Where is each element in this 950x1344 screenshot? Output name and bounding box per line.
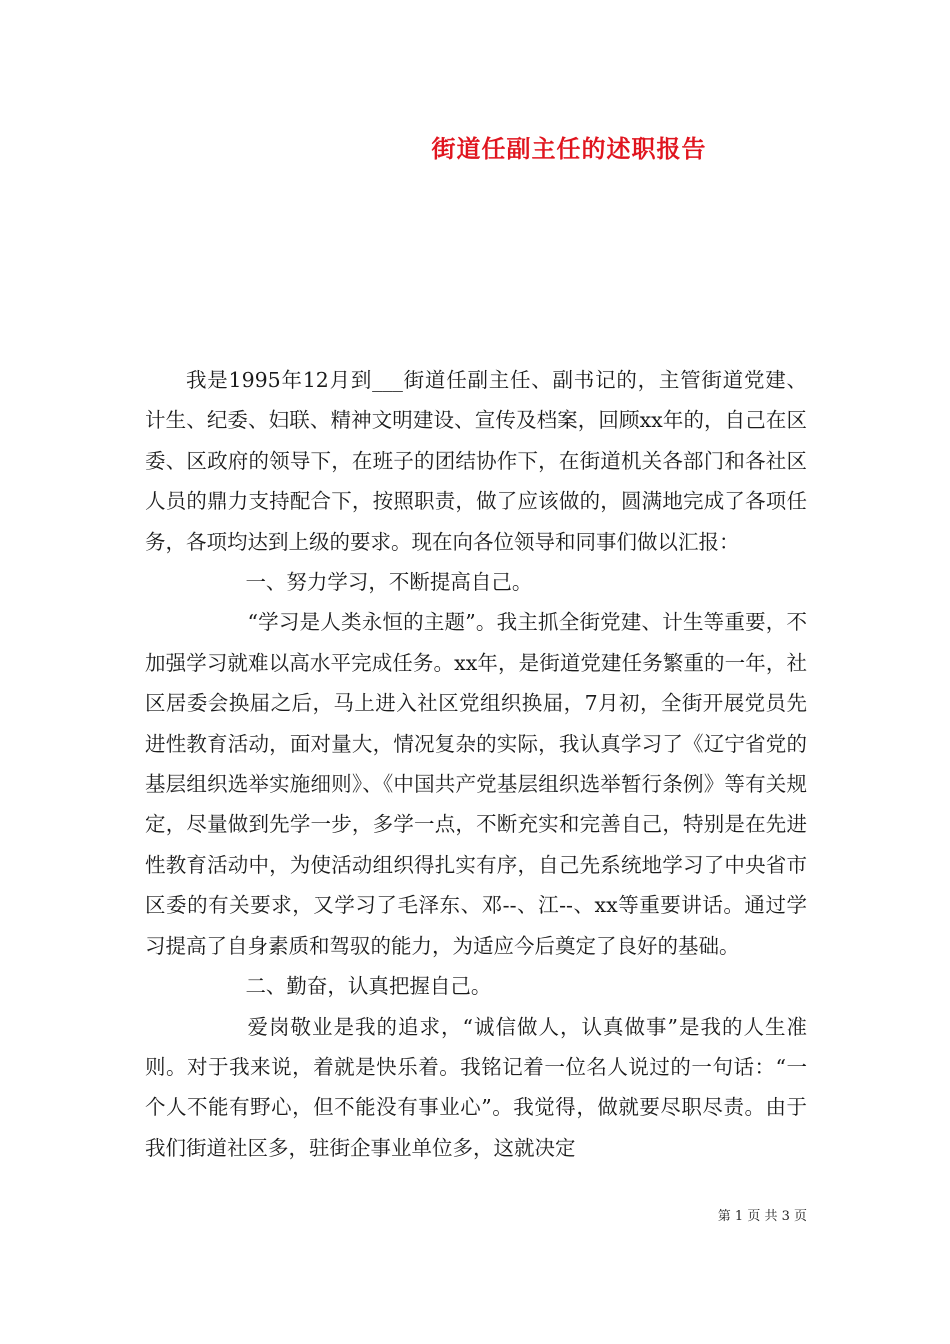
section-heading-2: 二、勤奋，认真把握自己。 xyxy=(245,974,492,999)
section-heading-1: 一、努力学习，不断提高自己。 xyxy=(245,570,533,595)
page-title: 街道任副主任的述职报告 xyxy=(431,134,707,163)
paragraph-intro: 我是1995年12月到___街道任副主任、副书记的，主管街道党建、计生、纪委、妇联、精神文明建设、宣传及档案，回顾xx年的，自己在区委、区政府的领导下，在班子的团结协作下，在街道机关各部门和各社区人员的鼎力支持配合下，按照职责，做了应该做的，圆满地完成了各项任务，各项均达到上级的要求。现在向各位领导和同事们做以汇报： xyxy=(145,368,807,554)
document-body xyxy=(145,360,807,1168)
paragraph-diligence: 爱岗敬业是我的追求，“诚信做人，认真做事”是我的人生准则。对于我来说，着就是快乐着。我铭记着一位名人说过的一句话：“一个人不能有野心，但不能没有事业心”。我觉得，做就要尽职尽责。由于我们街道社区多，驻街企事业单位多，这就决定 xyxy=(145,1014,807,1160)
paragraph-study: “学习是人类永恒的主题”。我主抓全街党建、计生等重要，不加强学习就难以高水平完成任务。xx年，是街道党建任务繁重的一年，社区居委会换届之后，马上进入社区党组织换届，7月初，全街开展党员先进性教育活动，面对量大，情况复杂的实际，我认真学习了《辽宁省党的基层组织选举实施细则》、《中国共产党基层组织选举暂行条例》等有关规定，尽量做到先学一步，多学一点，不断充实和完善自己，特别是在先进性教育活动中，为使活动组织得扎实有序，自己先系统地学习了中央省市区委的有关要求，又学习了毛泽东、邓--、江--、xx等重要讲话。通过学习提高了自身素质和驾驭的能力，为适应今后奠定了良好的基础。 xyxy=(145,610,807,958)
page-number: 第 1 页 共 3 页 xyxy=(717,1209,807,1224)
